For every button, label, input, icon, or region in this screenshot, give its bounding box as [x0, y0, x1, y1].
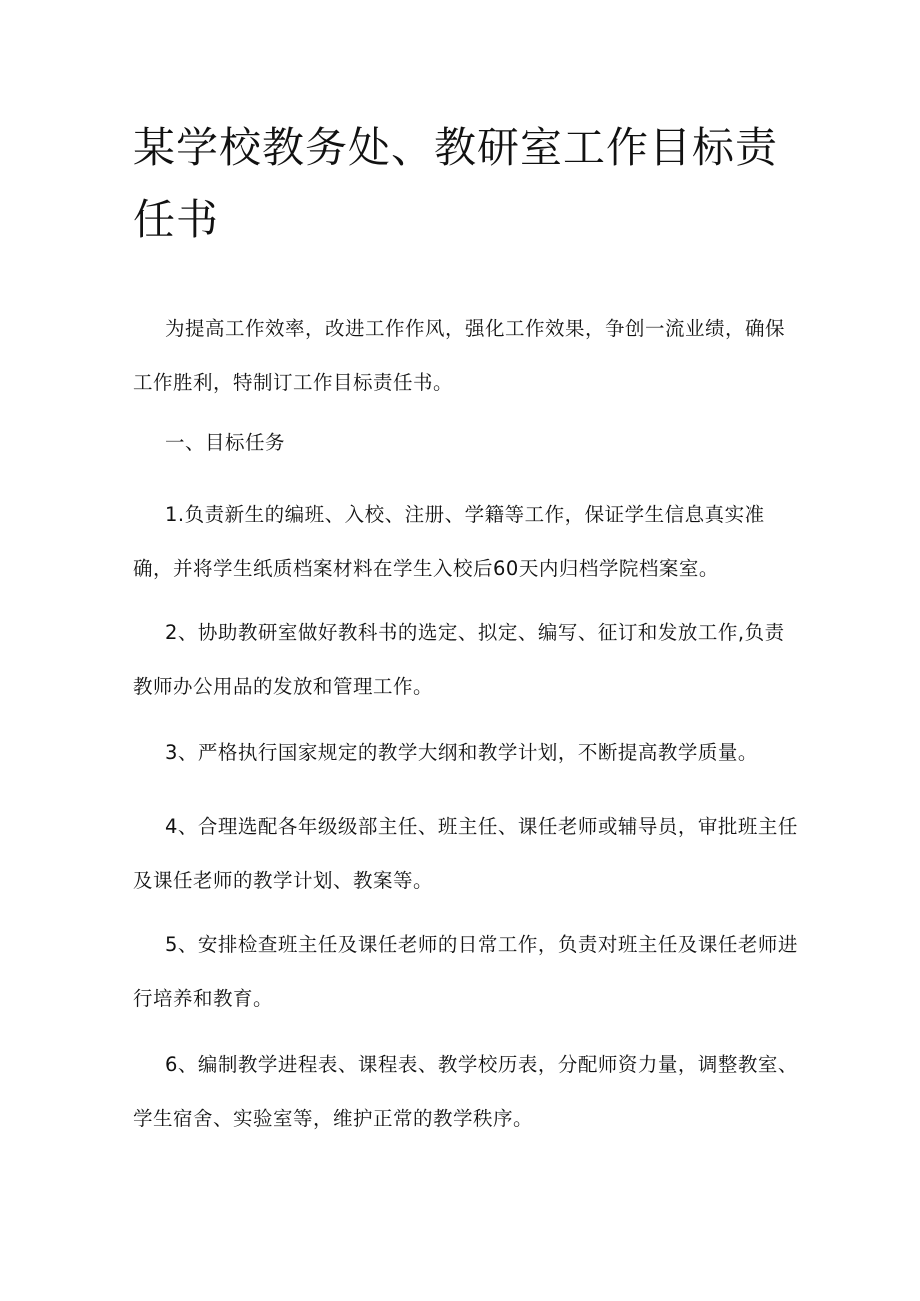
task-item: 4、合理选配各年级级部主任、班主任、课任老师或辅导员，审批班主任及课任老师的教学计划、教案等。 — [133, 815, 798, 892]
section-heading: 一、目标任务 — [165, 431, 286, 454]
task-item: 3、严格执行国家规定的教学大纲和教学计划，不断提高教学质量。 — [165, 741, 758, 764]
intro-paragraph: 为提高工作效率，改进工作作风，强化工作效果，争创一流业绩，确保工作胜利，特制订工作目标责任书。 — [133, 317, 786, 394]
task-item: 5、安排检查班主任及课任老师的日常工作，负责对班主任及课任老师进行培养和教育。 — [133, 933, 798, 1010]
task-item: 1.负责新生的编班、入校、注册、学籍等工作，保证学生信息真实准确，并将学生纸质档案材料在学生入校后60天内归档学院档案室。 — [133, 503, 765, 580]
task-item: 6、编制教学进程表、课程表、教学校历表，分配师资力量，调整教室、学生宿舍、实验室等，维护正常的教学秩序。 — [133, 1053, 798, 1130]
task-item: 2、协助教研室做好教科书的选定、拟定、编写、征订和发放工作,负责教师办公用品的发放和管理工作。 — [133, 621, 785, 698]
document-title: 某学校教务处、教研室工作目标责任书 — [133, 123, 779, 244]
